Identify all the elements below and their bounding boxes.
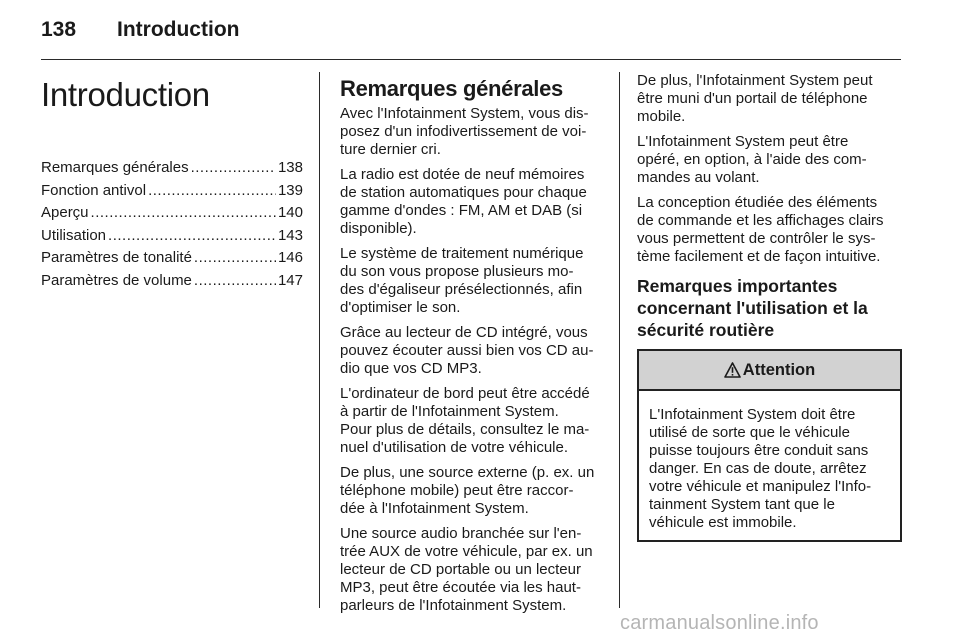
toc-item-page: 147 xyxy=(277,271,303,289)
text-line: tainment System tant que le xyxy=(649,496,835,513)
toc-item[interactable] xyxy=(41,180,303,203)
text-line: L'ordinateur de bord peut être accédé xyxy=(340,385,590,402)
text-line: du son vous propose plusieurs mo- xyxy=(340,263,574,280)
text-line: posez d'un infodivertissement de voi- xyxy=(340,123,587,140)
warning-triangle-icon xyxy=(724,362,741,378)
text-line: Pour plus de détails, consultez le ma- xyxy=(340,421,590,438)
text-line: La radio est dotée de neuf mémoires xyxy=(340,166,585,183)
text-line: véhicule est immobile. xyxy=(649,514,797,531)
text-line: votre véhicule et manipulez l'Info- xyxy=(649,478,872,495)
text-line: MP3, peut être écoutée via les haut- xyxy=(340,579,581,596)
text-line: tème facilement et de façon intuitive. xyxy=(637,248,881,265)
text-line: disponible). xyxy=(340,220,417,237)
toc-item[interactable] xyxy=(41,202,303,225)
text-line: Grâce au lecteur de CD intégré, vous xyxy=(340,324,588,341)
toc-item-label: Utilisation xyxy=(41,226,107,244)
text-line: nuel d'utilisation de votre véhicule. xyxy=(340,439,569,456)
text-line: téléphone mobile) peut être raccor- xyxy=(340,482,574,499)
toc-leader-dots xyxy=(148,180,276,203)
toc-leader-dots xyxy=(91,202,276,225)
toc-item-label: Aperçu xyxy=(41,204,89,221)
text-line: puisse toujours être conduit sans xyxy=(649,442,869,459)
text-line: Avec l'Infotainment System, vous dis- xyxy=(340,105,589,122)
page-number: 138 xyxy=(41,18,77,41)
paragraph xyxy=(340,385,603,457)
text-line: De plus, l'Infotainment System peut xyxy=(637,72,873,89)
text-line: Une source audio branchée sur l'en- xyxy=(340,525,582,542)
toc-item-page: 140 xyxy=(277,204,303,221)
paragraph xyxy=(637,72,902,126)
paragraph xyxy=(637,133,902,187)
text-line: dée à l'Infotainment System. xyxy=(340,500,529,517)
text-line: à partir de l'Infotainment System. xyxy=(340,403,559,420)
text-line: vous permettent de contrôler le sys- xyxy=(637,230,876,247)
toc-item-label: Remarques générales xyxy=(41,159,189,176)
text-line: L'Infotainment System peut être xyxy=(637,133,849,150)
toc-item-page: 138 xyxy=(277,159,303,176)
text-line: parleurs de l'Infotainment System. xyxy=(340,597,567,614)
text-line: L'Infotainment System doit être xyxy=(649,406,856,423)
text-line: lecteur de CD portable ou un lecteur xyxy=(340,561,581,578)
text-line: opéré, en option, à l'aide des com- xyxy=(637,151,867,168)
text-line: gamme d'ondes : FM, AM et DAB (si xyxy=(340,202,583,219)
text-line: mobile. xyxy=(637,108,686,125)
header-rule xyxy=(41,59,901,60)
warning-title: Attention xyxy=(742,360,816,379)
paragraph xyxy=(340,464,603,518)
toc-leader-dots xyxy=(194,270,276,293)
text-line: sécurité routière xyxy=(637,320,775,340)
text-line: des d'égaliseur présélectionnés, afin xyxy=(340,281,583,298)
chapter-title: Introduction xyxy=(41,76,210,113)
toc-item[interactable] xyxy=(41,247,303,270)
toc-column xyxy=(41,72,303,292)
paragraph xyxy=(340,166,603,238)
text-line: Remarques importantes xyxy=(637,276,838,296)
toc-item[interactable] xyxy=(41,270,303,293)
page-header xyxy=(41,18,901,48)
column-divider-left xyxy=(319,72,320,608)
header-title: Introduction xyxy=(117,18,240,41)
toc-item-label: Fonction antivol xyxy=(41,181,147,199)
toc-item[interactable] xyxy=(41,225,303,248)
section-title: Remarques générales xyxy=(340,76,563,101)
text-line: Le système de traitement numérique xyxy=(340,245,584,262)
toc-item-label: Paramètres de tonalité xyxy=(41,249,192,266)
text-line: mandes au volant. xyxy=(637,169,760,186)
warning-header xyxy=(639,351,900,391)
text-line: dio que vos CD MP3. xyxy=(340,360,482,377)
toc-item[interactable] xyxy=(41,157,303,180)
text-line: De plus, une source externe (p. ex. un xyxy=(340,464,595,481)
text-line: pouvez écouter aussi bien vos CD au- xyxy=(340,342,594,359)
table-of-contents xyxy=(41,157,303,292)
text-line: concernant l'utilisation et la xyxy=(637,298,868,318)
section-column xyxy=(340,72,603,622)
paragraph xyxy=(637,194,902,266)
text-line: danger. En cas de doute, arrêtez xyxy=(649,460,867,477)
watermark: carmanualsonline.info xyxy=(620,612,819,634)
text-line: trée AUX de votre véhicule, par ex. un xyxy=(340,543,593,560)
toc-item-page: 143 xyxy=(277,226,303,244)
column-divider-right xyxy=(619,72,620,608)
text-line: de station automatiques pour chaque xyxy=(340,184,587,201)
text-line: ture dernier cri. xyxy=(340,141,441,158)
paragraph xyxy=(340,525,603,615)
warning-body xyxy=(639,391,900,540)
text-line: d'optimiser le son. xyxy=(340,299,461,316)
warning-box xyxy=(637,349,902,542)
toc-leader-dots xyxy=(194,247,276,270)
paragraph xyxy=(340,324,603,378)
text-line: être muni d'un portail de téléphone xyxy=(637,90,868,107)
subsection-title xyxy=(637,275,902,341)
paragraph xyxy=(340,105,603,159)
toc-item-label: Paramètres de volume xyxy=(41,271,192,289)
paragraph xyxy=(340,245,603,317)
safety-column xyxy=(637,72,902,542)
toc-leader-dots xyxy=(108,225,276,248)
toc-item-page: 146 xyxy=(277,249,303,266)
text-line: utilisé de sorte que le véhicule xyxy=(649,424,850,441)
toc-leader-dots xyxy=(191,157,276,180)
toc-item-page: 139 xyxy=(277,181,303,199)
text-line: de commande et les affichages clairs xyxy=(637,212,884,229)
text-line: La conception étudiée des éléments xyxy=(637,194,878,211)
